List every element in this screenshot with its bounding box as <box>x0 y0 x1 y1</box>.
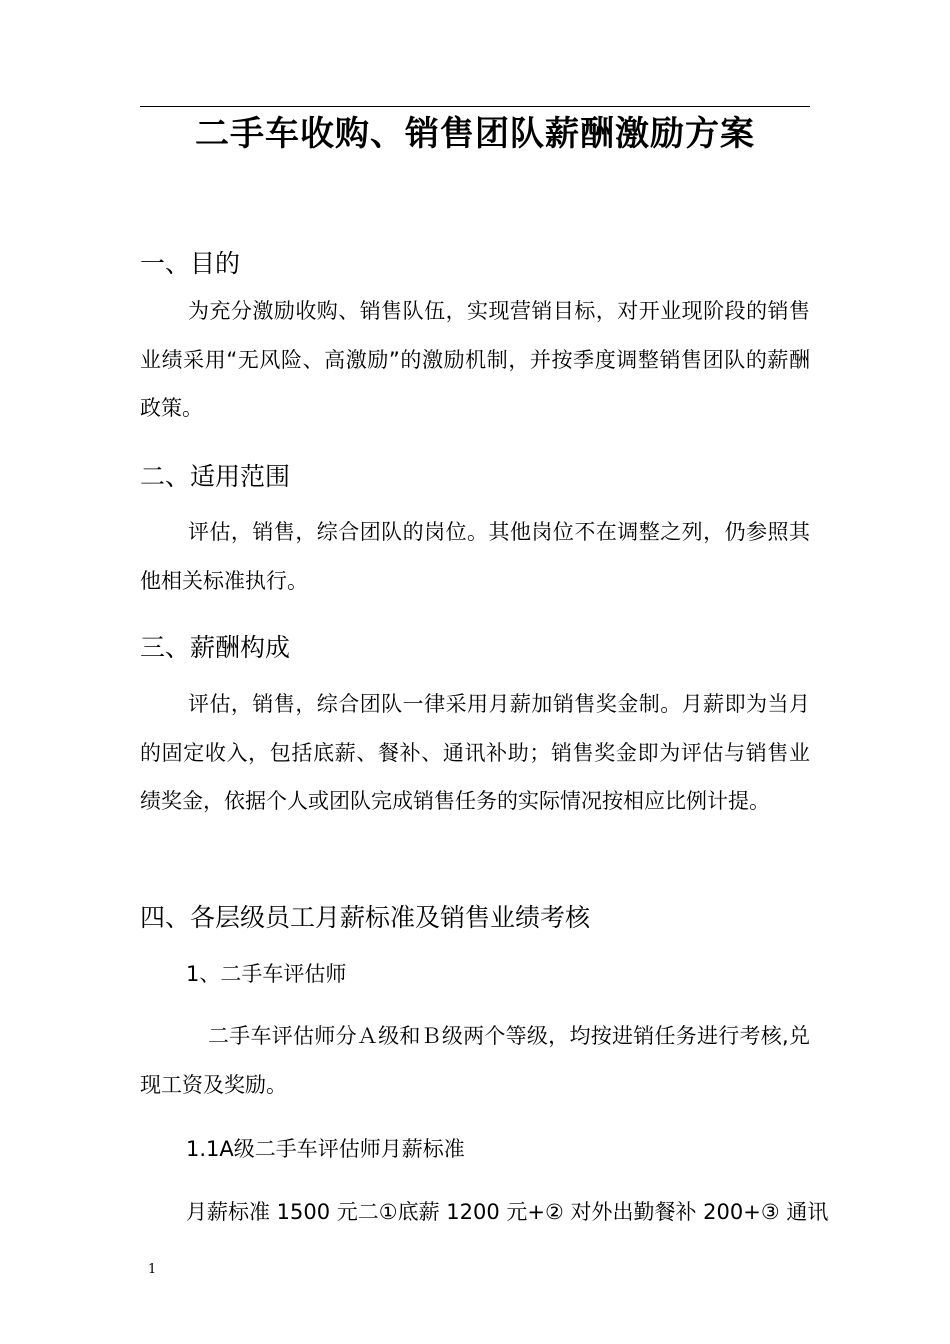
section-body-purpose: 为充分激励收购、销售队伍，实现营销目标，对开业现阶段的销售业绩采用“无风险、高激励”的激励机制，并按季度调整销售团队的薪酬政策。 <box>140 299 810 420</box>
section-heading-salary-structure: 三、薪酬构成 <box>140 633 291 662</box>
subsubheading-a-level-salary: 1.1A级二手车评估师月薪标准 <box>186 1137 465 1161</box>
document-title: 二手车收购、销售团队薪酬激励方案 <box>195 114 755 154</box>
a-level-salary-text: 月薪标准 1500 元二①底薪 1200 元+② 对外出勤餐补 200+③ 通讯 <box>186 1200 829 1224</box>
section-heading-scope: 二、适用范围 <box>140 462 291 491</box>
section-heading-salary-standards: 四、各层级员工月薪标准及销售业绩考核 <box>140 903 591 932</box>
section-heading-purpose: 一、目的 <box>140 249 241 278</box>
subheading-appraiser: 1、二手车评估师 <box>186 962 347 986</box>
appraiser-body: 二手车评估师分Ａ级和Ｂ级两个等级，均按进销任务进行考核,兑现工资及奖励。 <box>140 1024 810 1097</box>
page-number: 1 <box>148 1262 157 1277</box>
section-body-scope: 评估，销售，综合团队的岗位。其他岗位不在调整之列，仍参照其他相关标准执行。 <box>140 520 810 593</box>
header-rule <box>140 106 810 107</box>
section-body-salary-structure: 评估，销售，综合团队一律采用月薪加销售奖金制。月薪即为当月的固定收入，包括底薪、餐补、通讯补助；销售奖金即为评估与销售业绩奖金，依据个人或团队完成销售任务的实际情况按相应比例计提。 <box>140 692 810 813</box>
